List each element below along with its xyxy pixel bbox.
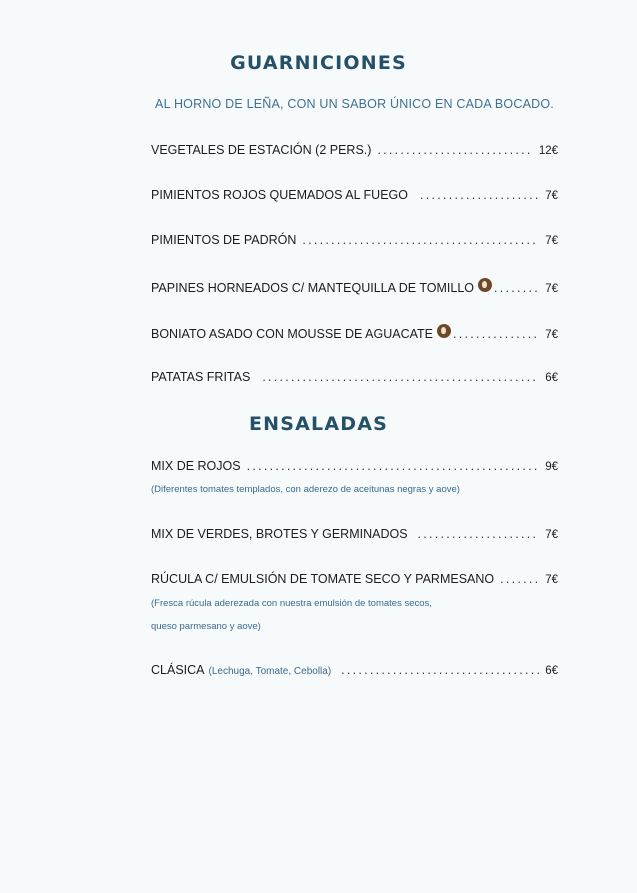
- menu-item: [151, 663, 558, 681]
- dot-leader: [377, 143, 532, 157]
- dot-leader: [247, 459, 540, 473]
- menu-item: [151, 143, 558, 161]
- item-name: MIX DE ROJOS: [151, 459, 241, 473]
- item-note: (Lechuga, Tomate, Cebolla): [208, 666, 332, 677]
- section-subtitle-guarniciones: AL HORNO DE LEÑA, CON UN SABOR ÚNICO EN CADA BOCADO.: [155, 97, 554, 111]
- item-price: 7€: [545, 329, 558, 341]
- item-name: PIMIENTOS ROJOS QUEMADOS AL FUEGO: [151, 188, 408, 202]
- dot-leader: [453, 327, 539, 341]
- menu-item: [151, 572, 558, 590]
- item-price: 7€: [545, 529, 558, 541]
- dot-leader: [418, 527, 540, 541]
- vegetarian-icon: [478, 278, 492, 292]
- vegetarian-icon: [437, 324, 451, 338]
- item-name: PATATAS FRITAS: [151, 370, 251, 384]
- item-name: PIMIENTOS DE PADRÓN: [151, 233, 297, 247]
- menu-item: [151, 278, 558, 296]
- item-description-line: (Fresca rúcula aderezada con nuestra emulsión de tomates secos,: [151, 598, 432, 609]
- item-description: [151, 592, 571, 638]
- item-description: (Diferentes tomates templados, con aderezo de aceitunas negras y aove): [151, 484, 460, 495]
- item-name: VEGETALES DE ESTACIÓN (2 PERS.): [151, 143, 372, 157]
- item-price: 7€: [545, 190, 558, 202]
- item-price: 6€: [545, 372, 558, 384]
- menu-item: [151, 233, 558, 251]
- item-name: PAPINES HORNEADOS C/ MANTEQUILLA DE TOMILLO: [151, 281, 474, 295]
- item-name: CLÁSICA: [151, 663, 205, 677]
- item-price: 7€: [545, 283, 558, 295]
- dot-leader: [341, 663, 539, 677]
- menu-item: [151, 370, 558, 388]
- dot-leader: [494, 281, 539, 295]
- item-name: RÚCULA C/ EMULSIÓN DE TOMATE SECO Y PARMESANO: [151, 572, 495, 586]
- dot-leader: [500, 572, 539, 586]
- dot-leader: [262, 370, 539, 384]
- item-description-line: queso parmesano y aove): [151, 621, 261, 632]
- dot-leader: [420, 188, 539, 202]
- section-title-ensaladas: ENSALADAS: [248, 413, 389, 435]
- menu-item: [151, 188, 558, 206]
- menu-item: [151, 324, 558, 342]
- item-name: BONIATO ASADO CON MOUSSE DE AGUACATE: [151, 327, 434, 341]
- section-title-guarniciones: GUARNICIONES: [230, 52, 407, 74]
- item-price: 12€: [538, 145, 558, 157]
- item-price: 7€: [545, 574, 558, 586]
- item-price: 6€: [545, 665, 558, 677]
- dot-leader: [302, 233, 539, 247]
- menu-item: [151, 459, 558, 477]
- item-name: MIX DE VERDES, BROTES Y GERMINADOS: [151, 527, 408, 541]
- item-price: 9€: [545, 461, 558, 473]
- menu-item: [151, 527, 558, 545]
- item-price: 7€: [545, 235, 558, 247]
